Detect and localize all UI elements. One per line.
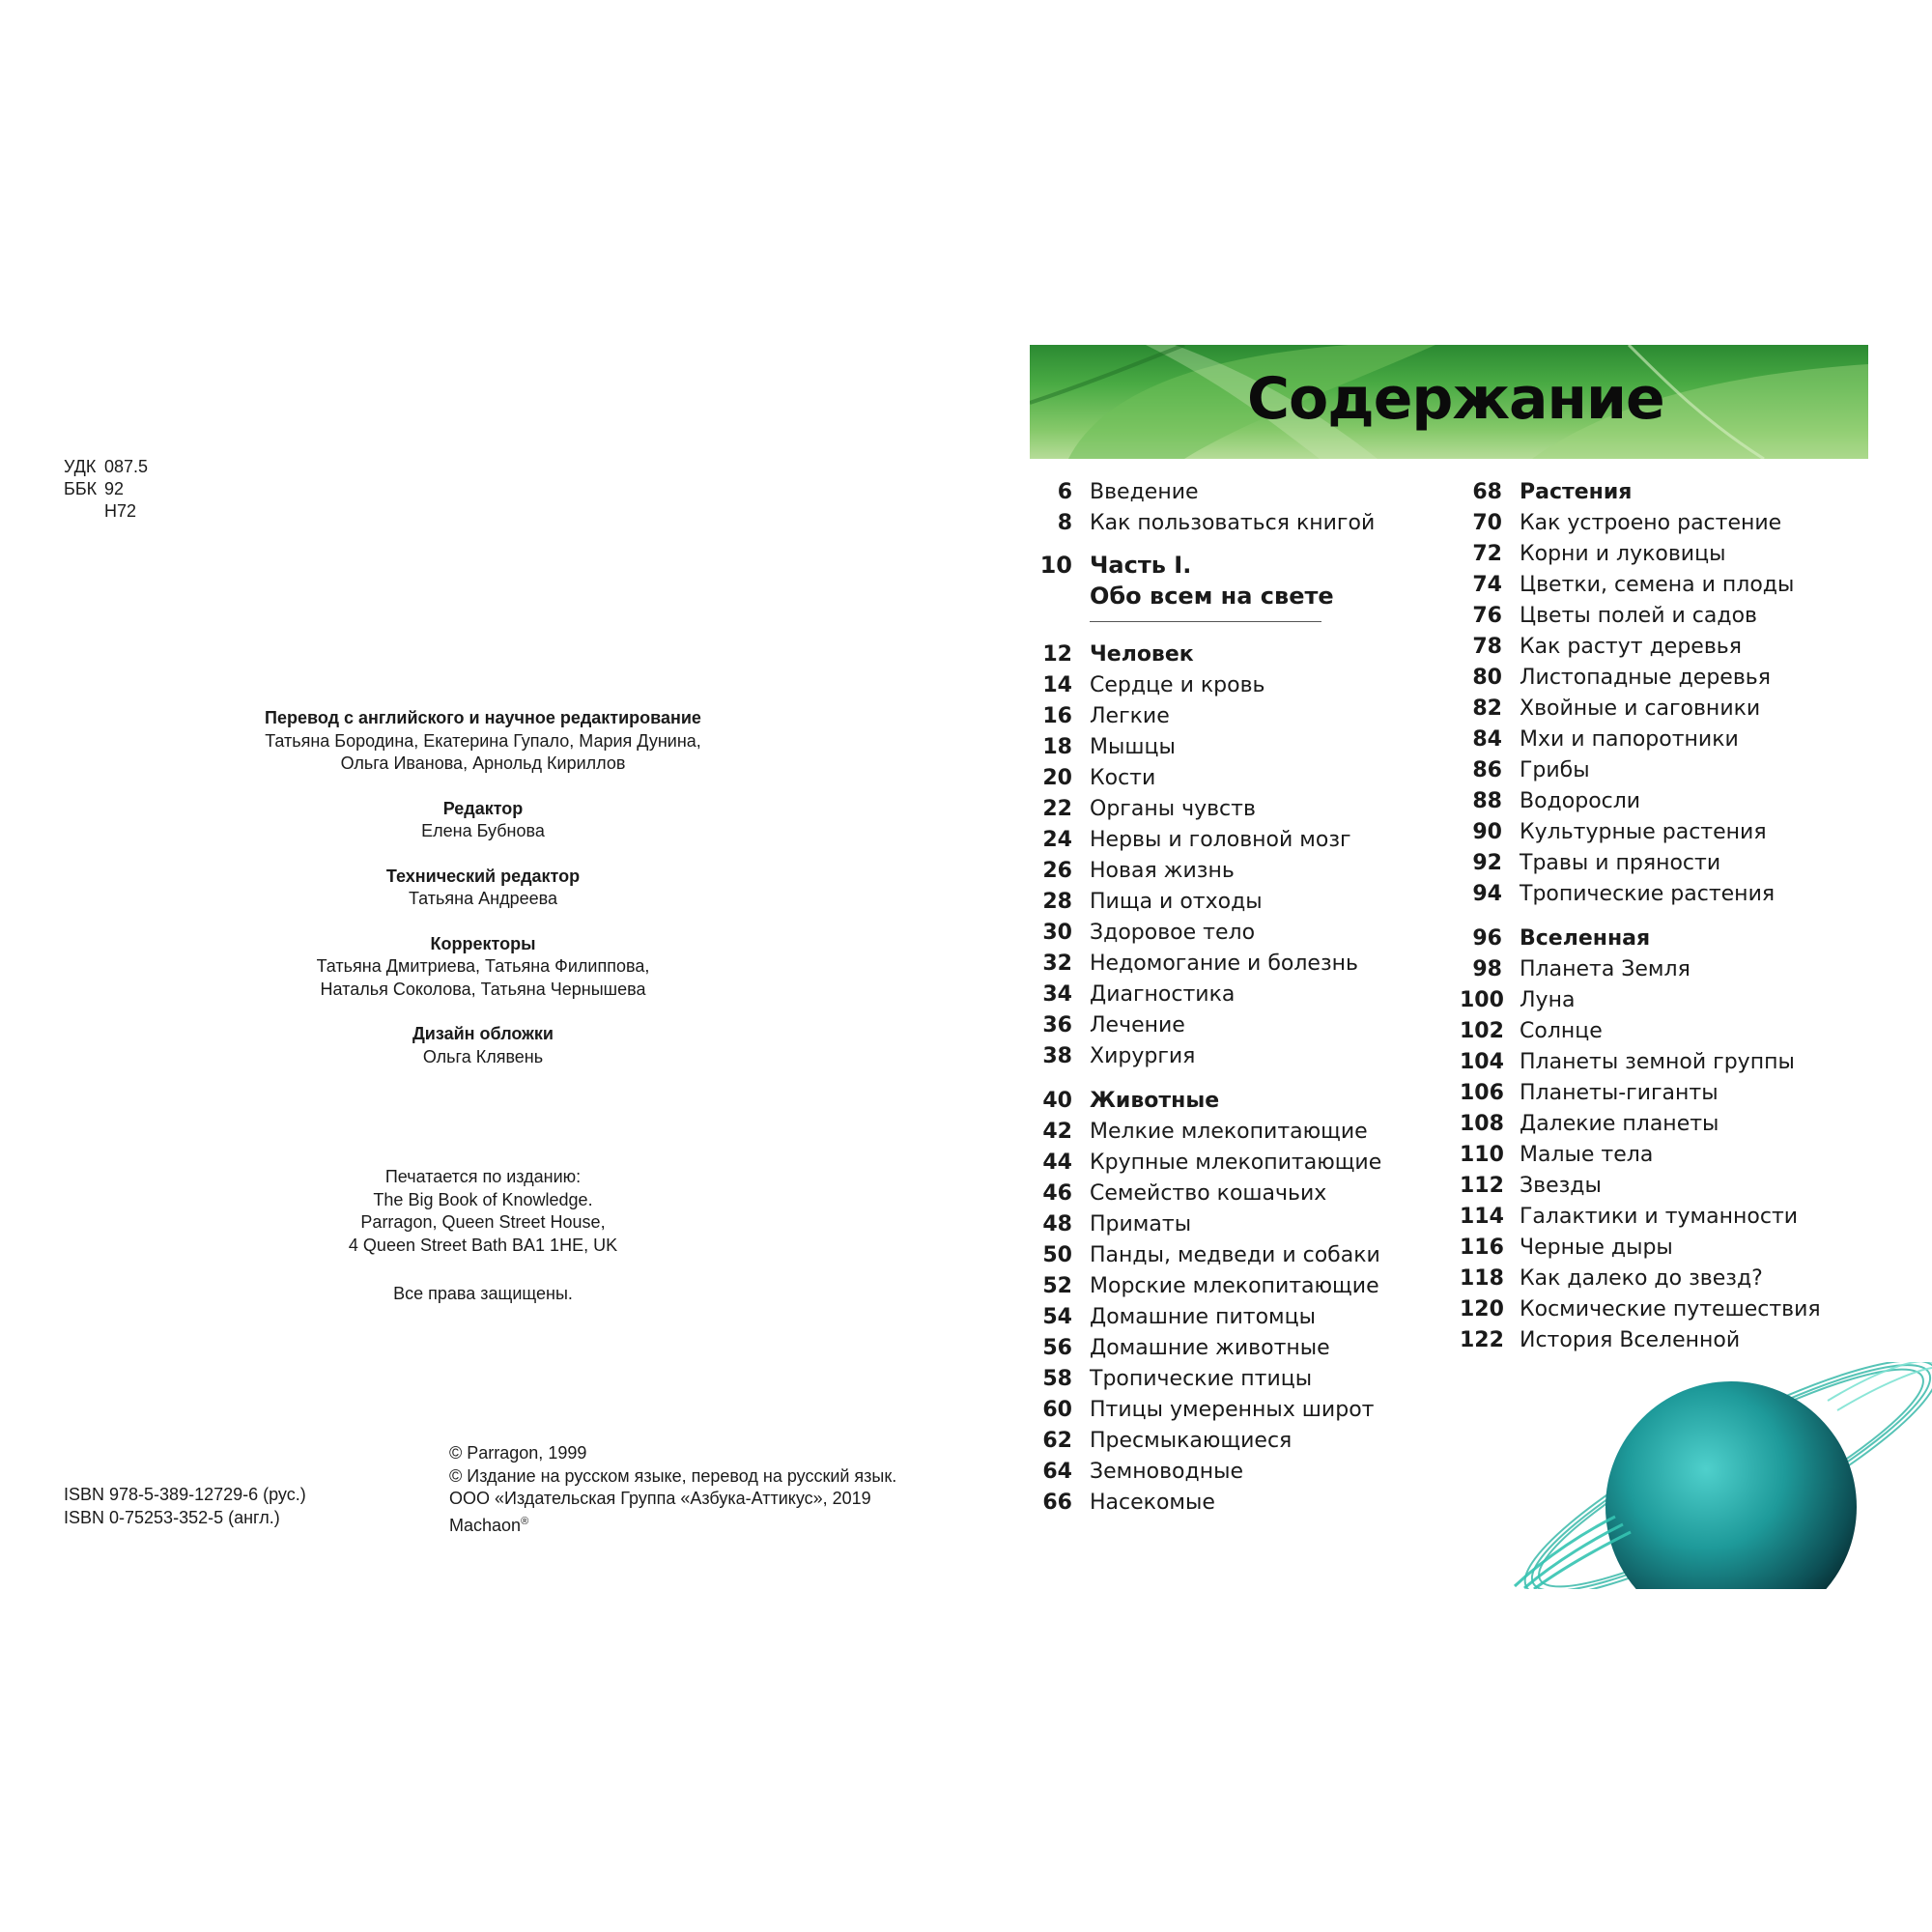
isbn-en: ISBN 0-75253-352-5 (англ.) <box>64 1508 280 1527</box>
toc-section-title[interactable] <box>1460 477 1821 508</box>
page-number: 42 <box>1042 1120 1072 1144</box>
toc-item[interactable] <box>1460 694 1821 724</box>
toc-item[interactable] <box>1460 786 1821 817</box>
toc-item[interactable] <box>1030 794 1381 825</box>
credit-role: Технический редактор <box>385 866 581 886</box>
toc-label: Обо всем на свете <box>1090 582 1334 610</box>
credit-names: Ольга Иванова, Арнольд Кириллов <box>340 753 626 773</box>
toc-section-title[interactable] <box>1030 1086 1381 1117</box>
page-number: 78 <box>1472 635 1502 659</box>
credit-role: Перевод с английского и научное редактирование <box>265 708 701 727</box>
page-number: 46 <box>1042 1181 1072 1206</box>
toc-item[interactable] <box>1030 825 1381 856</box>
page-number: 108 <box>1460 1112 1504 1136</box>
toc-item[interactable] <box>1030 1240 1381 1271</box>
toc-label: Приматы <box>1090 1212 1192 1236</box>
credit-group <box>222 933 744 1002</box>
page-number: 104 <box>1460 1050 1504 1074</box>
toc-part-heading[interactable] <box>1030 550 1381 622</box>
toc-label: Легкие <box>1090 704 1170 728</box>
page-number: 118 <box>1460 1266 1504 1291</box>
toc-label: Введение <box>1090 480 1199 504</box>
toc-label: Птицы умеренных широт <box>1090 1398 1375 1422</box>
credit-names: Татьяна Дмитриева, Татьяна Филиппова, <box>316 956 650 976</box>
page-number: 92 <box>1472 851 1502 875</box>
toc-item[interactable] <box>1460 663 1821 694</box>
toc-label: Сердце и кровь <box>1090 673 1265 697</box>
toc-item[interactable] <box>1030 918 1381 949</box>
page-number: 86 <box>1472 758 1502 782</box>
code-row: Н72 <box>104 501 137 521</box>
toc-item[interactable] <box>1030 1179 1381 1209</box>
toc-label: Земноводные <box>1090 1460 1244 1484</box>
toc-label: Тропические птицы <box>1090 1367 1313 1391</box>
toc-item[interactable] <box>1460 1264 1821 1294</box>
page-number: 38 <box>1042 1044 1072 1068</box>
page-number: 114 <box>1460 1205 1504 1229</box>
toc-label: Водоросли <box>1520 789 1641 813</box>
toc-label: Кости <box>1090 766 1156 790</box>
toc-label: Пресмыкающиеся <box>1090 1429 1293 1453</box>
copyright-block: © Parragon, 1999 © Издание на русском языке, перевод на русский язык. ООО «Издательская Группа «Азбука-Аттикус», 2019 Machaon® <box>449 1442 896 1537</box>
toc-label: Пища и отходы <box>1090 890 1263 914</box>
page-number: 16 <box>1042 704 1072 728</box>
credit-role: Редактор <box>442 798 524 818</box>
page-number: 70 <box>1472 511 1502 535</box>
toc-section-title[interactable] <box>1030 639 1381 670</box>
library-codes <box>64 456 148 523</box>
toc-item[interactable] <box>1460 1140 1821 1171</box>
toc-label: Панды, медведи и собаки <box>1090 1243 1380 1267</box>
toc-item[interactable] <box>1030 508 1381 539</box>
toc-label: Листопадные деревья <box>1520 666 1771 690</box>
toc-item[interactable] <box>1030 1117 1381 1148</box>
page-number: 106 <box>1460 1081 1504 1105</box>
toc-list <box>1030 1117 1381 1519</box>
toc-label: Луна <box>1520 988 1576 1012</box>
toc-label: Солнце <box>1520 1019 1603 1043</box>
credit-group <box>222 866 744 911</box>
toc-item[interactable] <box>1030 1148 1381 1179</box>
toc-section <box>1030 1086 1381 1117</box>
toc-label: Как растут деревья <box>1520 635 1742 659</box>
page-number: 100 <box>1460 988 1504 1012</box>
toc-item[interactable] <box>1460 1294 1821 1325</box>
page-number: 58 <box>1042 1367 1072 1391</box>
toc-section <box>1460 477 1821 508</box>
toc-item[interactable] <box>1460 1109 1821 1140</box>
toc-label: Планета Земля <box>1520 957 1690 981</box>
toc-list <box>1030 670 1381 1072</box>
toc-label: Цветы полей и садов <box>1520 604 1757 628</box>
isbn-ru: ISBN 978-5-389-12729-6 (рус.) <box>64 1485 306 1504</box>
toc-section-title[interactable] <box>1460 923 1821 954</box>
toc-label: Здоровое тело <box>1090 921 1256 945</box>
toc-label: Галактики и туманности <box>1520 1205 1799 1229</box>
credit-group <box>222 707 744 776</box>
page-number: 20 <box>1042 766 1072 790</box>
credit-names: Татьяна Бородина, Екатерина Гупало, Мария Дунина, <box>265 730 701 751</box>
page-number: 54 <box>1042 1305 1072 1329</box>
page-number: 96 <box>1472 926 1502 951</box>
page-number: 68 <box>1472 480 1502 504</box>
toc-item[interactable] <box>1460 724 1821 755</box>
page-number: 112 <box>1460 1174 1504 1198</box>
code-row: УДК 087.5 <box>64 457 149 476</box>
page-number: 40 <box>1042 1089 1072 1113</box>
page-number: 32 <box>1042 952 1072 976</box>
page-number: 84 <box>1472 727 1502 752</box>
toc-label: Черные дыры <box>1520 1236 1673 1260</box>
toc-label: Домашние питомцы <box>1090 1305 1316 1329</box>
toc-section <box>1030 639 1381 670</box>
toc-label: Тропические растения <box>1520 882 1776 906</box>
credit-names: Наталья Соколова, Татьяна Чернышева <box>320 979 646 999</box>
page-number: 6 <box>1057 480 1072 504</box>
toc-item[interactable] <box>1460 848 1821 879</box>
toc-item[interactable] <box>1460 1325 1821 1356</box>
page-number: 116 <box>1460 1236 1504 1260</box>
page-number: 28 <box>1042 890 1072 914</box>
page-number: 10 <box>1039 552 1072 579</box>
toc-label: Животные <box>1090 1089 1220 1113</box>
toc-item[interactable] <box>1460 1233 1821 1264</box>
page-number: 80 <box>1472 666 1502 690</box>
toc-label: Нервы и головной мозг <box>1090 828 1351 852</box>
toc-label: Вселенная <box>1520 926 1651 951</box>
toc-column-2 <box>1460 477 1821 1356</box>
toc-item[interactable] <box>1030 763 1381 794</box>
toc-column-1 <box>1030 477 1381 1519</box>
toc-item[interactable] <box>1460 1171 1821 1202</box>
toc-label: Домашние животные <box>1090 1336 1330 1360</box>
toc-label: Культурные растения <box>1520 820 1767 844</box>
toc-item[interactable] <box>1030 1333 1381 1364</box>
toc-item[interactable] <box>1030 1271 1381 1302</box>
page-number: 90 <box>1472 820 1502 844</box>
credit-group <box>222 1023 744 1068</box>
toc-item[interactable] <box>1030 1302 1381 1333</box>
toc-label: Хвойные и саговники <box>1520 696 1761 721</box>
page-number: 36 <box>1042 1013 1072 1037</box>
toc-item[interactable] <box>1030 1457 1381 1488</box>
page-number: 76 <box>1472 604 1502 628</box>
toc-label: Травы и пряности <box>1520 851 1721 875</box>
toc-item[interactable] <box>1030 670 1381 701</box>
page-number: 30 <box>1042 921 1072 945</box>
page-number: 102 <box>1460 1019 1504 1043</box>
isbn-block <box>64 1483 306 1529</box>
toc-item[interactable] <box>1030 1364 1381 1395</box>
toc-label: Семейство кошачьих <box>1090 1181 1327 1206</box>
toc-label: Новая жизнь <box>1090 859 1235 883</box>
credit-names: Елена Бубнова <box>421 821 545 840</box>
toc-label: Крупные млекопитающие <box>1090 1151 1382 1175</box>
page-number: 60 <box>1042 1398 1072 1422</box>
credit-role: Корректоры <box>430 933 536 953</box>
toc-label: Растения <box>1520 480 1633 504</box>
toc-list <box>1460 508 1821 910</box>
toc-item[interactable] <box>1460 539 1821 570</box>
page-number: 52 <box>1042 1274 1072 1298</box>
page-number: 122 <box>1460 1328 1504 1352</box>
toc-label: Грибы <box>1520 758 1590 782</box>
page-number: 66 <box>1042 1491 1072 1515</box>
toc-line <box>1030 581 1381 611</box>
toc-label: Мелкие млекопитающие <box>1090 1120 1368 1144</box>
toc-item[interactable] <box>1460 508 1821 539</box>
toc-item[interactable] <box>1030 1041 1381 1072</box>
toc-line <box>1030 550 1381 581</box>
toc-label: Звезды <box>1520 1174 1602 1198</box>
toc-label: История Вселенной <box>1520 1328 1741 1352</box>
page-number: 14 <box>1042 673 1072 697</box>
page-number: 98 <box>1472 957 1502 981</box>
toc-item[interactable] <box>1460 817 1821 848</box>
toc-item[interactable] <box>1460 1016 1821 1047</box>
toc-item[interactable] <box>1460 879 1821 910</box>
credits-block <box>222 707 744 1091</box>
page-number: 18 <box>1042 735 1072 759</box>
page-number: 110 <box>1460 1143 1504 1167</box>
page-number: 12 <box>1042 642 1072 667</box>
toc-label: Диагностика <box>1090 982 1236 1007</box>
code-row: ББК 92 <box>64 479 125 498</box>
page-number: 44 <box>1042 1151 1072 1175</box>
toc-item[interactable] <box>1030 701 1381 732</box>
toc-label: Корни и луковицы <box>1520 542 1726 566</box>
contents-banner <box>1030 345 1868 459</box>
toc-label: Планеты земной группы <box>1520 1050 1795 1074</box>
toc-label: Далекие планеты <box>1520 1112 1719 1136</box>
toc-item[interactable] <box>1030 477 1381 508</box>
ringed-planet-icon <box>1509 1362 1932 1594</box>
toc-item[interactable] <box>1030 1426 1381 1457</box>
toc-item[interactable] <box>1030 1488 1381 1519</box>
page-number <box>1030 581 1072 611</box>
original-edition: Печатается по изданию: The Big Book of Knowledge. Parragon, Queen Street House, 4 Queen Street Bath BA1 1HE, UK <box>348 1167 618 1255</box>
toc-label: Малые тела <box>1520 1143 1654 1167</box>
page-number: 50 <box>1042 1243 1072 1267</box>
toc-item[interactable] <box>1460 985 1821 1016</box>
toc-label: Мышцы <box>1090 735 1176 759</box>
toc-item[interactable] <box>1460 1047 1821 1078</box>
toc-item[interactable] <box>1030 856 1381 887</box>
page-number: 22 <box>1042 797 1072 821</box>
toc-item[interactable] <box>1460 570 1821 601</box>
credit-names: Татьяна Андреева <box>409 889 557 908</box>
toc-label: Планеты-гиганты <box>1520 1081 1719 1105</box>
toc-item[interactable] <box>1030 1010 1381 1041</box>
toc-item[interactable] <box>1460 1202 1821 1233</box>
toc-item[interactable] <box>1030 887 1381 918</box>
toc-label: Как пользоваться книгой <box>1090 511 1376 535</box>
toc-label: Мхи и папоротники <box>1520 727 1739 752</box>
credit-role: Дизайн обложки <box>412 1024 554 1043</box>
brand: Machaon® <box>449 1515 529 1535</box>
toc-label: Цветки, семена и плоды <box>1520 573 1795 597</box>
toc-item[interactable] <box>1460 601 1821 632</box>
page-number: 8 <box>1057 511 1072 535</box>
toc-label: Человек <box>1090 642 1194 667</box>
page-title: Содержание <box>1247 365 1664 433</box>
page-number: 82 <box>1472 696 1502 721</box>
page-number: 74 <box>1472 573 1502 597</box>
divider <box>1090 621 1321 622</box>
page-number: 26 <box>1042 859 1072 883</box>
page-number: 64 <box>1042 1460 1072 1484</box>
toc-label: Как устроено растение <box>1520 511 1782 535</box>
toc-label: Космические путешествия <box>1520 1297 1821 1321</box>
toc-item[interactable] <box>1030 949 1381 980</box>
toc-item[interactable] <box>1030 732 1381 763</box>
toc-item[interactable] <box>1030 1209 1381 1240</box>
toc-item[interactable] <box>1030 1395 1381 1426</box>
page-number: 88 <box>1472 789 1502 813</box>
page-number: 56 <box>1042 1336 1072 1360</box>
page-number: 48 <box>1042 1212 1072 1236</box>
page-number: 62 <box>1042 1429 1072 1453</box>
toc-item[interactable] <box>1460 755 1821 786</box>
credit-group <box>222 798 744 843</box>
rights-notice: Все права защищены. <box>393 1284 573 1303</box>
page-number: 24 <box>1042 828 1072 852</box>
toc-item[interactable] <box>1460 632 1821 663</box>
toc-label: Как далеко до звезд? <box>1520 1266 1763 1291</box>
toc-label: Лечение <box>1090 1013 1185 1037</box>
toc-label: Недомогание и болезнь <box>1090 952 1359 976</box>
toc-label: Насекомые <box>1090 1491 1215 1515</box>
page-number: 120 <box>1460 1297 1504 1321</box>
toc-label: Морские млекопитающие <box>1090 1274 1379 1298</box>
page-number: 72 <box>1472 542 1502 566</box>
toc-section <box>1460 923 1821 954</box>
page-number: 94 <box>1472 882 1502 906</box>
toc-item[interactable] <box>1460 1078 1821 1109</box>
toc-label: Часть I. <box>1090 552 1192 579</box>
toc-item[interactable] <box>1460 954 1821 985</box>
page-number: 34 <box>1042 982 1072 1007</box>
toc-list <box>1460 954 1821 1356</box>
toc-item[interactable] <box>1030 980 1381 1010</box>
toc-label: Органы чувств <box>1090 797 1256 821</box>
toc-label: Хирургия <box>1090 1044 1196 1068</box>
credit-names: Ольга Клявень <box>422 1046 544 1066</box>
